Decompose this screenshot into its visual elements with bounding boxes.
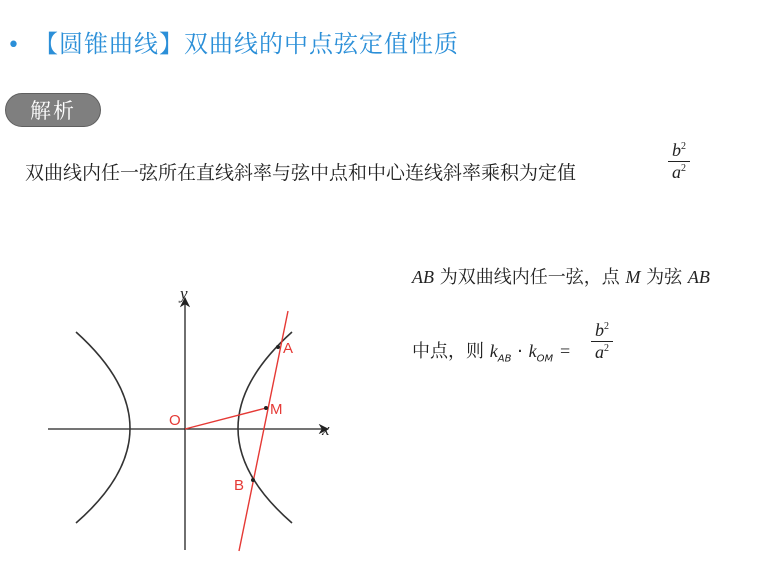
hyperbola-right-branch: [238, 332, 292, 523]
midpoint-symbol: M: [625, 267, 641, 287]
page-title: 【圆锥曲线】双曲线的中点弦定值性质: [34, 30, 459, 58]
segment-OM: [185, 408, 266, 429]
fraction-numerator: $b^2$: [672, 140, 686, 160]
explain-text-3: 中点，则: [412, 341, 490, 362]
label-B: B: [234, 477, 245, 494]
hyperbola-left-branch: [76, 332, 130, 523]
result-numerator: $b^2$: [595, 320, 609, 340]
slope-k-ab: k: [489, 341, 498, 361]
slope-sub-ab: AB: [497, 353, 512, 365]
analysis-tag: 解析: [5, 93, 101, 127]
equals-sign: =: [558, 341, 572, 361]
label-O: O: [169, 412, 181, 429]
explain-text-2: 为弦: [640, 267, 688, 288]
chord-symbol: AB: [412, 267, 434, 287]
slope-k-om: k: [528, 341, 537, 361]
y-axis-label: y: [180, 284, 188, 303]
product-dot: ·: [517, 341, 523, 362]
point-A-dot: [276, 345, 280, 349]
slope-sub-om: OM: [536, 353, 554, 365]
chord-symbol-2: AB: [687, 267, 710, 287]
x-axis-label: x: [322, 420, 330, 439]
fraction-denominator: $a^2$: [672, 162, 686, 182]
explain-text-1: 为双曲线内任一弦，点: [434, 267, 626, 288]
label-A: A: [283, 340, 294, 357]
point-B-dot: [251, 478, 255, 482]
label-M: M: [270, 401, 283, 418]
chord-line-AB: [239, 311, 288, 551]
statement-text: 双曲线内任一弦所在直线斜率与弦中点和中心连线斜率乘积为定值: [25, 162, 577, 184]
result-denominator: $a^2$: [595, 342, 609, 362]
bullet-dot: •: [7, 33, 20, 58]
point-M-dot: [264, 406, 268, 410]
